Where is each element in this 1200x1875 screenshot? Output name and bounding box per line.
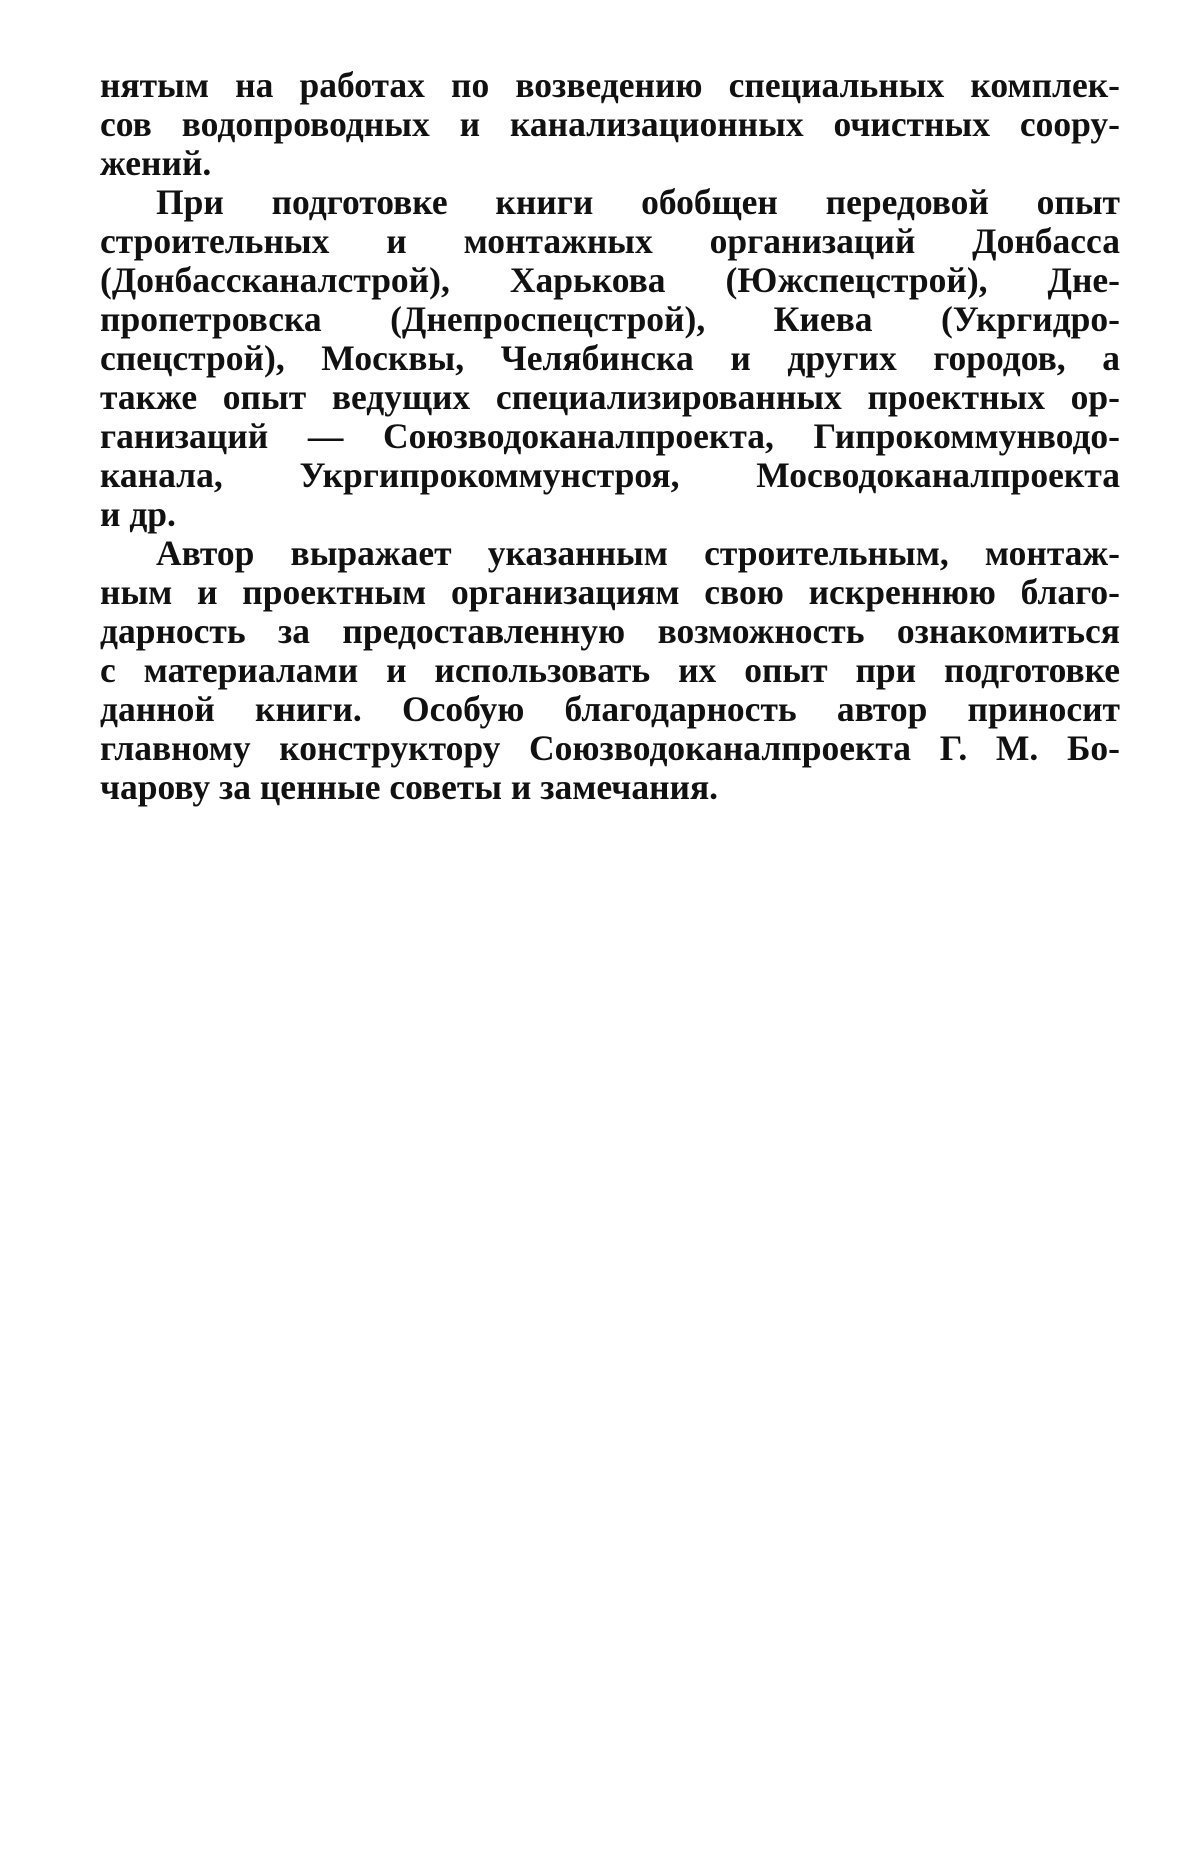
text-line: данной книги. Особую благодарность автор приносит (100, 689, 1120, 729)
text-line: и др. (100, 494, 176, 534)
text-line: Автор выражает указанным строительным, монтаж- (156, 533, 1120, 573)
text-line: жений. (100, 143, 212, 183)
text-line: с материалами и использовать их опыт при подготовке (100, 650, 1120, 690)
text-line: ганизаций — Союзводоканалпроекта, Гипрокоммунводо- (100, 416, 1120, 456)
text-line: При подготовке книги обобщен передовой опыт (156, 182, 1120, 222)
text-line: пропетровска (Днепроспецстрой), Киева (Укргидро- (100, 299, 1120, 339)
text-line: чарову за ценные советы и замечания. (100, 767, 719, 807)
text-line: спецстрой), Москвы, Челябинска и других городов, а (100, 338, 1120, 378)
document-page (100, 66, 1120, 807)
text-line: (Донбассканалстрой), Харькова (Южспецстрой), Дне- (100, 260, 1120, 300)
paragraph-1 (100, 66, 1120, 183)
text-line: нятым на работах по возведению специальных комплек- (100, 65, 1120, 105)
paragraph-3 (100, 534, 1120, 807)
text-line: строительных и монтажных организаций Донбасса (100, 221, 1120, 261)
text-line: также опыт ведущих специализированных проектных ор- (100, 377, 1120, 417)
text-line: дарность за предоставленную возможность ознакомиться (100, 611, 1120, 651)
text-line: ным и проектным организациям свою искреннюю благо- (100, 572, 1120, 612)
text-line: главному конструктору Союзводоканалпроекта Г. М. Бо- (100, 728, 1120, 768)
text-line: сов водопроводных и канализационных очистных соору- (100, 104, 1120, 144)
text-line: канала, Укргипрокоммунстроя, Мосводоканалпроекта (100, 455, 1120, 495)
paragraph-2 (100, 183, 1120, 534)
